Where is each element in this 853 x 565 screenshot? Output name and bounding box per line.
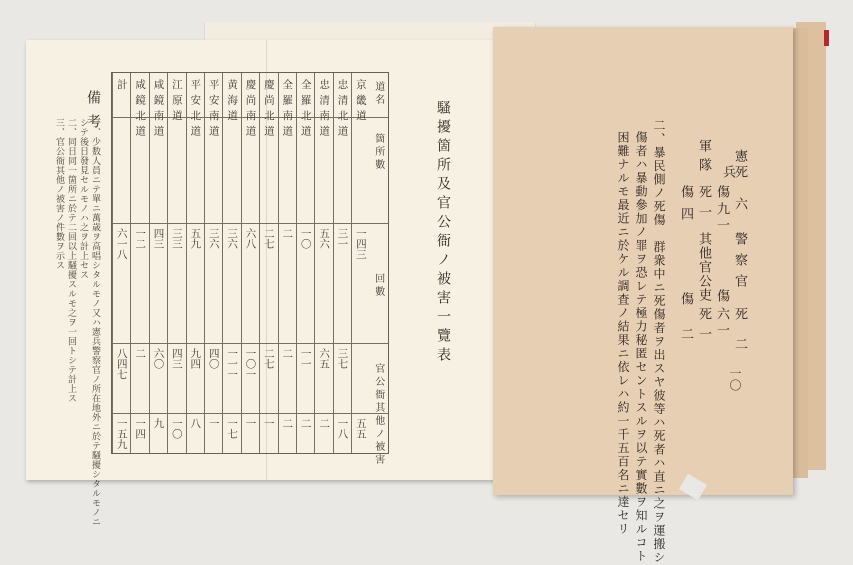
kempei-injured: 傷 [714,185,729,201]
prov-name: 全羅南道 [281,79,294,141]
police-death-count: 二 [732,337,747,353]
army-death: 死 [696,185,711,201]
army-label: 軍隊 [696,139,711,177]
officials-death-count: 一 [696,327,711,343]
prov-name: 計 [115,79,128,95]
kempei-label-1: 憲 [732,149,747,165]
province-column [314,73,333,453]
prov-name: 咸鏡南道 [152,79,165,141]
count-cell: 六五 [318,348,331,369]
count-cell: 一一一 [226,348,239,380]
officials-injured-count: 二 [678,327,693,343]
gov-cell: 一 [207,418,220,429]
province-column [149,73,168,453]
places-cell: 六一八 [115,228,128,260]
count-cell: 三七 [336,348,349,369]
count-cell: 二 [281,348,294,359]
police-injured: 傷 [714,289,729,305]
places-cell: 三六 [207,228,220,249]
places-cell: 二七 [262,228,275,249]
places-cell: 三一 [336,228,349,249]
places-cell: 三六 [226,228,239,249]
gov-cell: 一〇 [170,418,183,439]
places-cell: 一四三 [354,228,367,260]
gov-cell: 二 [299,418,312,429]
army-injured: 傷 [678,185,693,201]
kempei-injured-count: 九一 [714,202,729,234]
gov-cell: 一五九 [115,418,128,450]
places-cell: 五九 [189,228,202,249]
places-cell: 三三 [170,228,183,249]
police-injured-count: 六一 [714,307,729,339]
province-column [278,73,297,453]
province-column [167,73,186,453]
count-cell: 一一 [299,348,312,369]
kempei-death: 死 [732,165,747,181]
remark-line-4: 三、官公衙其他ノ被害ノ件數ヲ示ス [54,118,64,270]
remark-line-1: 一、少数人員ニテ單ニ萬歳ヲ高唱シタルモノ又ハ憲兵警察官ノ所在地外ニ於テ騒擾シタルモノニ [90,118,100,527]
prov-name: 京畿道 [354,79,367,126]
gov-cell: 二 [281,418,294,429]
count-cell: 六〇 [152,348,165,369]
province-column [351,73,370,453]
count-cell: 九四 [189,348,202,369]
province-column [130,73,149,453]
count-cell: 四〇 [207,348,220,369]
count-cell: 一〇一 [244,348,257,380]
province-column [204,73,223,453]
prov-name: 忠清南道 [318,79,331,141]
table-title: 騷擾箇所及官公衙ノ被害一覽表 [435,100,451,366]
places-cell: 一二 [134,228,147,249]
count-cell: 八四七 [115,348,128,380]
gov-cell: 一七 [226,418,239,439]
remark-line-2: シテ後日發見セルモノハ之ヲ計上セス [78,118,88,280]
places-cell: 六八 [244,228,257,249]
total-column [112,73,131,453]
province-column [296,73,315,453]
province-column [186,73,205,453]
prov-name: 全羅北道 [299,79,312,141]
header-column [370,73,388,467]
gov-cell: 五五 [354,418,367,439]
places-cell: 四三 [152,228,165,249]
prov-name: 忠清北道 [336,79,349,141]
remark-line-3: 二、同日同一箇所ニ於テ二回以上騒擾スルモ之ヲ一回トシテ計上ス [66,118,76,403]
para-line-2: 傷者ハ暴動參加ノ罪ヲ恐レテ極力秘匿セントスルヲ以テ實數ヲ知ルコト [634,131,648,563]
count-cell: 二 [134,348,147,359]
gov-cell: 一四 [134,418,147,439]
gov-cell: 八 [189,418,202,429]
count-header: 回數 [372,273,384,299]
prov-name: 江原道 [170,79,183,126]
province-column [241,73,260,453]
police-death: 死 [732,307,747,323]
province-column [222,73,241,453]
prov-name: 慶尚北道 [262,79,275,141]
remarks-heading: 備考 [85,90,101,138]
page-number: 一〇 [728,367,742,391]
gov-cell: 九 [152,418,165,429]
army-death-count: 一 [696,205,711,221]
province-column [259,73,278,453]
gov-cell: 二 [318,418,331,429]
places-cell: 五六 [318,228,331,249]
province-column [333,73,352,453]
places-header: 箇所數 [372,133,384,172]
officials-death: 死 [696,307,711,323]
kempei-label-2: 兵 [720,165,735,181]
remarks [38,88,108,527]
places-cell: 一〇 [299,228,312,249]
prov-name: 黄海道 [226,79,239,126]
prov-name: 平安南道 [207,79,220,141]
gov-cell: 一 [244,418,257,429]
places-cell: 二 [281,228,294,239]
left-page [26,40,496,527]
officials-label: 其他官公吏 [696,232,711,302]
prov-name: 咸鏡北道 [134,79,147,141]
gov-header: 官公衙其他ノ被害 [372,363,384,467]
red-tab [824,30,829,46]
para-line-3: 困難ナルモ最近ニ於ケル調査ノ結果ニ依レハ約一千五百名ニ達セリ [616,131,630,536]
damage-table [111,72,389,467]
prov-name: 平安北道 [189,79,202,141]
right-page [493,27,793,565]
gov-cell: 一 [262,418,275,429]
army-injured-count: 四 [678,207,693,223]
para-line-1: 二、暴民側ノ死傷 群衆中ニ死傷者ヲ出スヤ彼等ハ死者ハ直ニ之ヲ運搬シ [652,119,666,565]
gov-cell: 一八 [336,418,349,439]
officials-injured: 傷 [678,292,693,308]
prov-name: 慶尚南道 [244,79,257,141]
count-cell: 二七 [262,348,275,369]
kempei-death-count: 六 [732,197,747,213]
police-label: 警察官 [732,232,747,295]
prov-header: 道名 [372,81,384,107]
count-cell: 四三 [170,348,183,369]
